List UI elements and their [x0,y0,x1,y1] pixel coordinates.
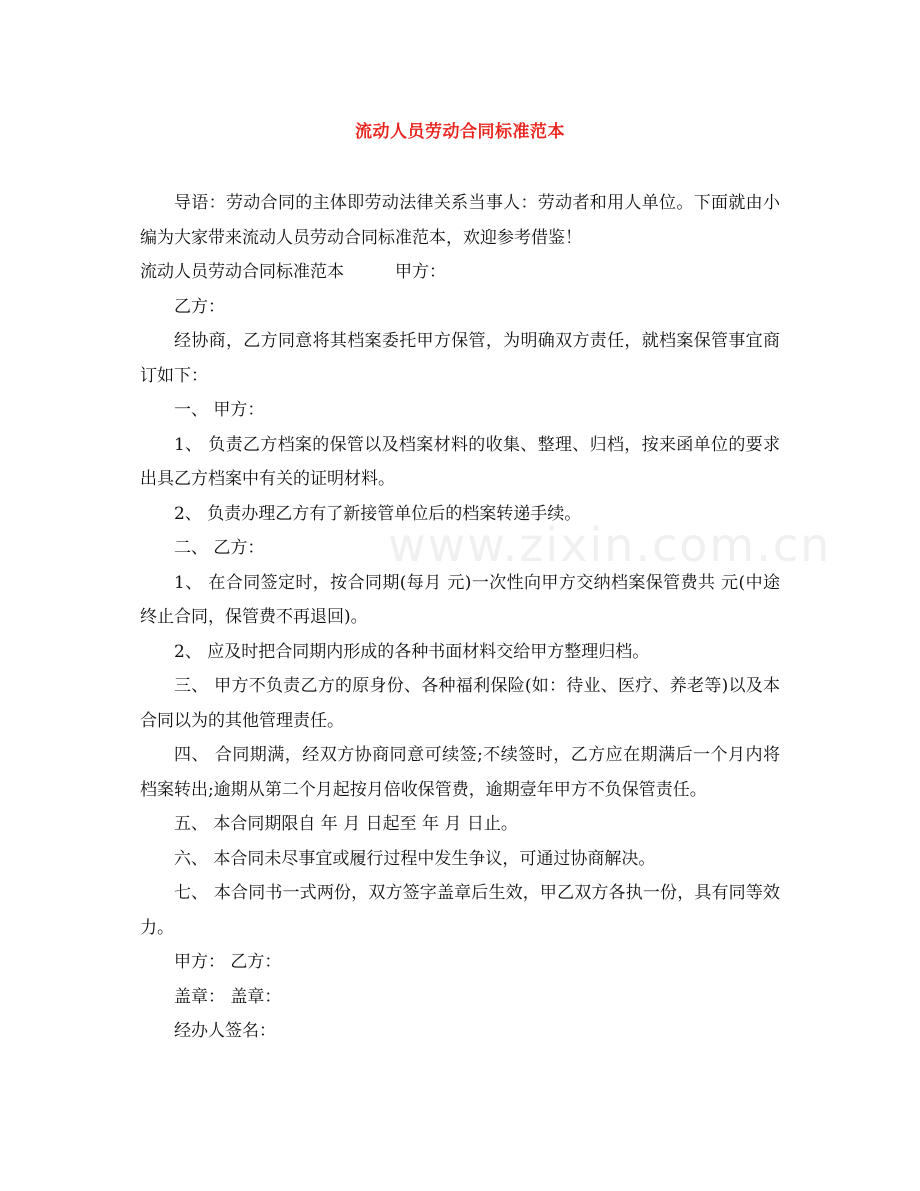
preamble-paragraph: 经协商，乙方同意将其档案委托甲方保管，为明确双方责任，就档案保管事宜商订如下： [140,331,780,386]
document-title: 流动人员劳动合同标准范本 [355,122,565,142]
subtitle-line [140,255,780,290]
section1-item1: 1、 负责乙方档案的保管以及档案材料的收集、整理、归档，按来函单位的要求出具乙方档案中有关的证明材料。 [140,434,780,489]
signature-parties: 甲方： 乙方： [174,952,282,972]
section5-paragraph: 五、 本合同期限自 年 月 日起至 年 月 日止。 [174,814,518,834]
section7-paragraph: 七、 本合同书一式两份，双方签字盖章后生效，甲乙双方各执一份，具有同等效力。 [140,883,780,938]
party-b-label: 乙方： [174,296,225,317]
section4-paragraph: 四、 合同期满，经双方协商同意可续签;不续签时，乙方应在期满后一个月内将档案转出;逾期从第二个月起按月倍收保管费，逾期壹年甲方不负保管责任。 [140,745,780,800]
section3-paragraph: 三、 甲方不负责乙方的原身份、各种福利保险(如：待业、医疗、养老等)以及本合同以为的其他管理责任。 [140,676,780,731]
party-a-label: 甲方： [395,262,446,282]
document-body [140,186,780,1049]
subtitle: 流动人员劳动合同标准范本 [140,262,344,282]
watermark: www.zixin.com.cn [388,518,832,572]
section2-heading: 二、 乙方： [174,538,265,558]
section1-heading: 一、 甲方： [174,400,265,420]
section2-item1: 1、 在合同签定时，按合同期(每月 元)一次性向甲方交纳档案保管费共 元(中途终止合同，保管费不再退回)。 [140,572,780,627]
section1-item2: 2、 负责办理乙方有了新接管单位后的档案转递手续。 [174,503,582,524]
signature-seals: 盖章： 盖章： [174,986,282,1007]
signature-handler: 经办人签名： [174,1021,276,1041]
intro-paragraph: 导语：劳动合同的主体即劳动法律关系当事人：劳动者和用人单位。下面就由小编为大家带来流动人员劳动合同标准范本，欢迎参考借鉴！ [140,193,780,248]
section6-paragraph: 六、 本合同未尽事宜或履行过程中发生争议，可通过协商解决。 [174,848,656,869]
section2-item2: 2、 应及时把合同期内形成的各种书面材料交给甲方整理归档。 [174,641,650,662]
